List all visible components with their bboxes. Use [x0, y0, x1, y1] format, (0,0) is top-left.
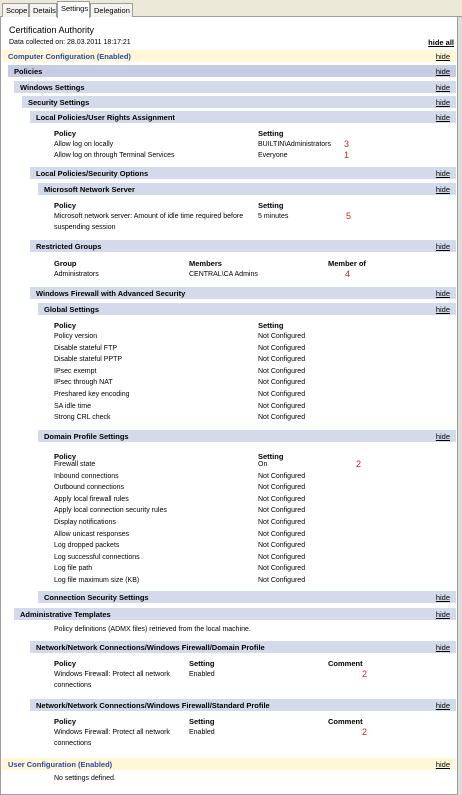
policy-name: Strong CRL check	[54, 414, 111, 422]
policy-setting: Not Configured	[258, 577, 306, 584]
policy-name: IPsec through NAT	[54, 379, 113, 387]
policy-column-header: Policy	[54, 452, 77, 461]
hide-link[interactable]: hide	[435, 289, 450, 298]
policy-name: SA idle time	[54, 402, 91, 410]
section-label: Computer Configuration (Enabled)	[8, 52, 131, 61]
setting-column-header: Setting	[189, 659, 215, 668]
policies-header[interactable]	[8, 64, 456, 77]
restricted-groups-header[interactable]	[30, 239, 456, 252]
connection-security-header[interactable]	[38, 590, 456, 603]
policy-name-continued: suspending session	[54, 224, 116, 231]
hide-link[interactable]: hide	[435, 52, 450, 61]
policy-name: Microsoft network server: Amount of idle time required before	[54, 213, 244, 220]
network-server-header[interactable]	[38, 182, 456, 195]
policy-setting: Not Configured	[258, 519, 306, 526]
member-of-column-header: Member of	[328, 259, 366, 268]
policy-setting: Not Configured	[258, 414, 306, 422]
policy-setting: Not Configured	[258, 565, 306, 573]
policy-name: Apply local connection security rules	[54, 507, 167, 515]
page-title: Certification Authority	[9, 25, 95, 35]
section-label: Local Policies/User Rights Assignment	[36, 113, 175, 122]
tab-details[interactable]: Details	[29, 3, 57, 17]
policy-setting: Not Configured	[258, 507, 306, 515]
section-label: Windows Settings	[20, 83, 85, 92]
hide-link[interactable]: hide	[435, 305, 450, 314]
hide-link[interactable]: hide	[435, 593, 450, 602]
policy-column-header: Policy	[54, 129, 77, 138]
hide-link[interactable]: hide	[435, 169, 450, 178]
policy-column-header: Policy	[54, 321, 77, 330]
administrative-templates-header[interactable]	[14, 607, 456, 620]
hide-link[interactable]: hide	[435, 432, 450, 441]
policy-setting: Not Configured	[258, 344, 306, 352]
section-label: Domain Profile Settings	[44, 432, 129, 441]
admx-note: Policy definitions (ADMX files) retrieved from the local machine.	[54, 626, 251, 633]
policy-setting: Not Configured	[258, 542, 306, 550]
comment-column-header: Comment	[328, 659, 363, 668]
policy-setting: 5 minutes	[258, 213, 289, 220]
policy-column-header: Policy	[54, 201, 77, 210]
hide-link[interactable]: hide	[435, 610, 450, 619]
security-settings-header[interactable]	[22, 95, 456, 108]
annotation-number: 5	[346, 211, 352, 221]
policy-setting: Not Configured	[258, 356, 306, 364]
policy-name: Windows Firewall: Protect all network	[54, 671, 170, 678]
policy-setting: Not Configured	[258, 333, 306, 340]
annotation-number: 2	[356, 459, 362, 469]
annotation-number: 2	[362, 669, 368, 679]
windows-settings-header[interactable]	[14, 80, 456, 93]
section-label: Restricted Groups	[36, 242, 102, 251]
annotation-number: 3	[344, 139, 350, 149]
scrollbar[interactable]	[458, 17, 462, 795]
section-label: Connection Security Settings	[44, 593, 149, 602]
annotation-number: 4	[345, 269, 351, 279]
annotation-number: 2	[362, 727, 368, 737]
policy-name: Allow log on through Terminal Services	[54, 152, 175, 159]
hide-link[interactable]: hide	[435, 701, 450, 710]
policy-name: Log file maximum size (KB)	[54, 577, 140, 584]
policy-name: Outbound connections	[54, 484, 125, 492]
policy-setting: Not Configured	[258, 391, 306, 398]
policy-setting: BUILTIN\Administrators	[258, 141, 331, 148]
tab-strip	[0, 0, 462, 17]
group-name: Administrators	[54, 271, 99, 278]
members-column-header: Members	[189, 259, 222, 268]
policy-setting: Not Configured	[258, 553, 306, 561]
section-label: Windows Firewall with Advanced Security	[36, 289, 186, 298]
policy-setting: Not Configured	[258, 484, 306, 492]
user-rights-header[interactable]	[30, 110, 456, 123]
net-domain-profile-header[interactable]	[30, 640, 456, 653]
policy-name: Display notifications	[54, 519, 116, 526]
global-settings-header[interactable]	[38, 302, 456, 315]
setting-column-header: Setting	[258, 201, 284, 210]
policy-setting: Not Configured	[258, 495, 306, 503]
policy-setting: Not Configured	[258, 472, 306, 480]
annotation-number: 1	[344, 150, 350, 160]
firewall-header[interactable]	[30, 286, 456, 299]
policy-name: Firewall state	[54, 461, 96, 468]
section-label: Global Settings	[44, 305, 100, 314]
policy-setting: On	[258, 461, 268, 468]
policy-column-header: Policy	[54, 717, 77, 726]
section-label: Microsoft Network Server	[44, 185, 135, 194]
policy-setting: Not Configured	[258, 367, 306, 375]
policy-name: Inbound connections	[54, 472, 119, 480]
setting-column-header: Setting	[189, 717, 215, 726]
section-label: Network/Network Connections/Windows Firewall/Domain Profile	[36, 643, 265, 652]
section-label: User Configuration (Enabled)	[8, 760, 113, 769]
group-column-header: Group	[54, 259, 77, 268]
setting-column-header: Setting	[258, 321, 284, 330]
tab-scope[interactable]: Scope	[2, 3, 29, 17]
domain-profile-header[interactable]	[38, 429, 456, 442]
hide-link[interactable]: hide	[435, 113, 450, 122]
policy-name: Allow log on locally	[54, 141, 114, 148]
user-configuration-header[interactable]	[2, 757, 456, 770]
policy-setting: Not Configured	[258, 402, 306, 410]
policy-name: Apply local firewall rules	[54, 495, 129, 503]
section-label: Administrative Templates	[20, 610, 111, 619]
hide-link[interactable]: hide	[435, 67, 450, 76]
computer-configuration-header[interactable]	[2, 49, 456, 62]
policy-name: Preshared key encoding	[54, 391, 130, 398]
group-members: CENTRAL\CA Admins	[189, 271, 258, 278]
setting-column-header: Setting	[258, 452, 284, 461]
hide-all-link[interactable]: hide all	[428, 38, 454, 47]
policy-name: Allow unicast responses	[54, 530, 130, 538]
section-label: Network/Network Connections/Windows Firewall/Standard Profile	[36, 701, 270, 710]
policy-column-header: Policy	[54, 659, 77, 668]
policy-name-continued: connections	[54, 740, 92, 747]
section-label: Local Policies/Security Options	[36, 169, 149, 178]
policy-name: Log dropped packets	[54, 542, 120, 550]
section-label: Security Settings	[28, 98, 90, 107]
section-label: Policies	[14, 67, 43, 76]
policy-name: Log file path	[54, 565, 93, 573]
policy-setting: Enabled	[189, 671, 215, 678]
tab-settings[interactable]: Settings	[57, 1, 90, 18]
data-collected-date: Data collected on: 28.03.2011 18:17:21	[9, 39, 131, 46]
hide-link[interactable]: hide	[435, 98, 450, 107]
policy-setting: Not Configured	[258, 530, 306, 538]
policy-name: Disable stateful FTP	[54, 344, 118, 352]
policy-setting: Enabled	[189, 729, 215, 736]
policy-name: Log successful connections	[54, 553, 140, 561]
policy-setting: Everyone	[258, 152, 288, 159]
security-options-header[interactable]	[30, 166, 456, 179]
tab-delegation[interactable]: Delegation	[90, 3, 133, 17]
hide-link[interactable]: hide	[435, 760, 450, 769]
hide-link[interactable]: hide	[435, 83, 450, 92]
policy-name: Disable stateful PPTP	[54, 356, 123, 364]
policy-name: Windows Firewall: Protect all network	[54, 729, 170, 736]
setting-column-header: Setting	[258, 129, 284, 138]
policy-setting: Not Configured	[258, 379, 306, 387]
policy-name: IPsec exempt	[54, 367, 97, 375]
policy-name-continued: connections	[54, 682, 92, 689]
comment-column-header: Comment	[328, 717, 363, 726]
hide-link[interactable]: hide	[435, 185, 450, 194]
net-standard-profile-header[interactable]	[30, 698, 456, 711]
policy-name: Policy version	[54, 333, 98, 340]
no-settings-note: No settings defined.	[54, 775, 116, 782]
hide-link[interactable]: hide	[435, 643, 450, 652]
hide-link[interactable]: hide	[435, 242, 450, 251]
